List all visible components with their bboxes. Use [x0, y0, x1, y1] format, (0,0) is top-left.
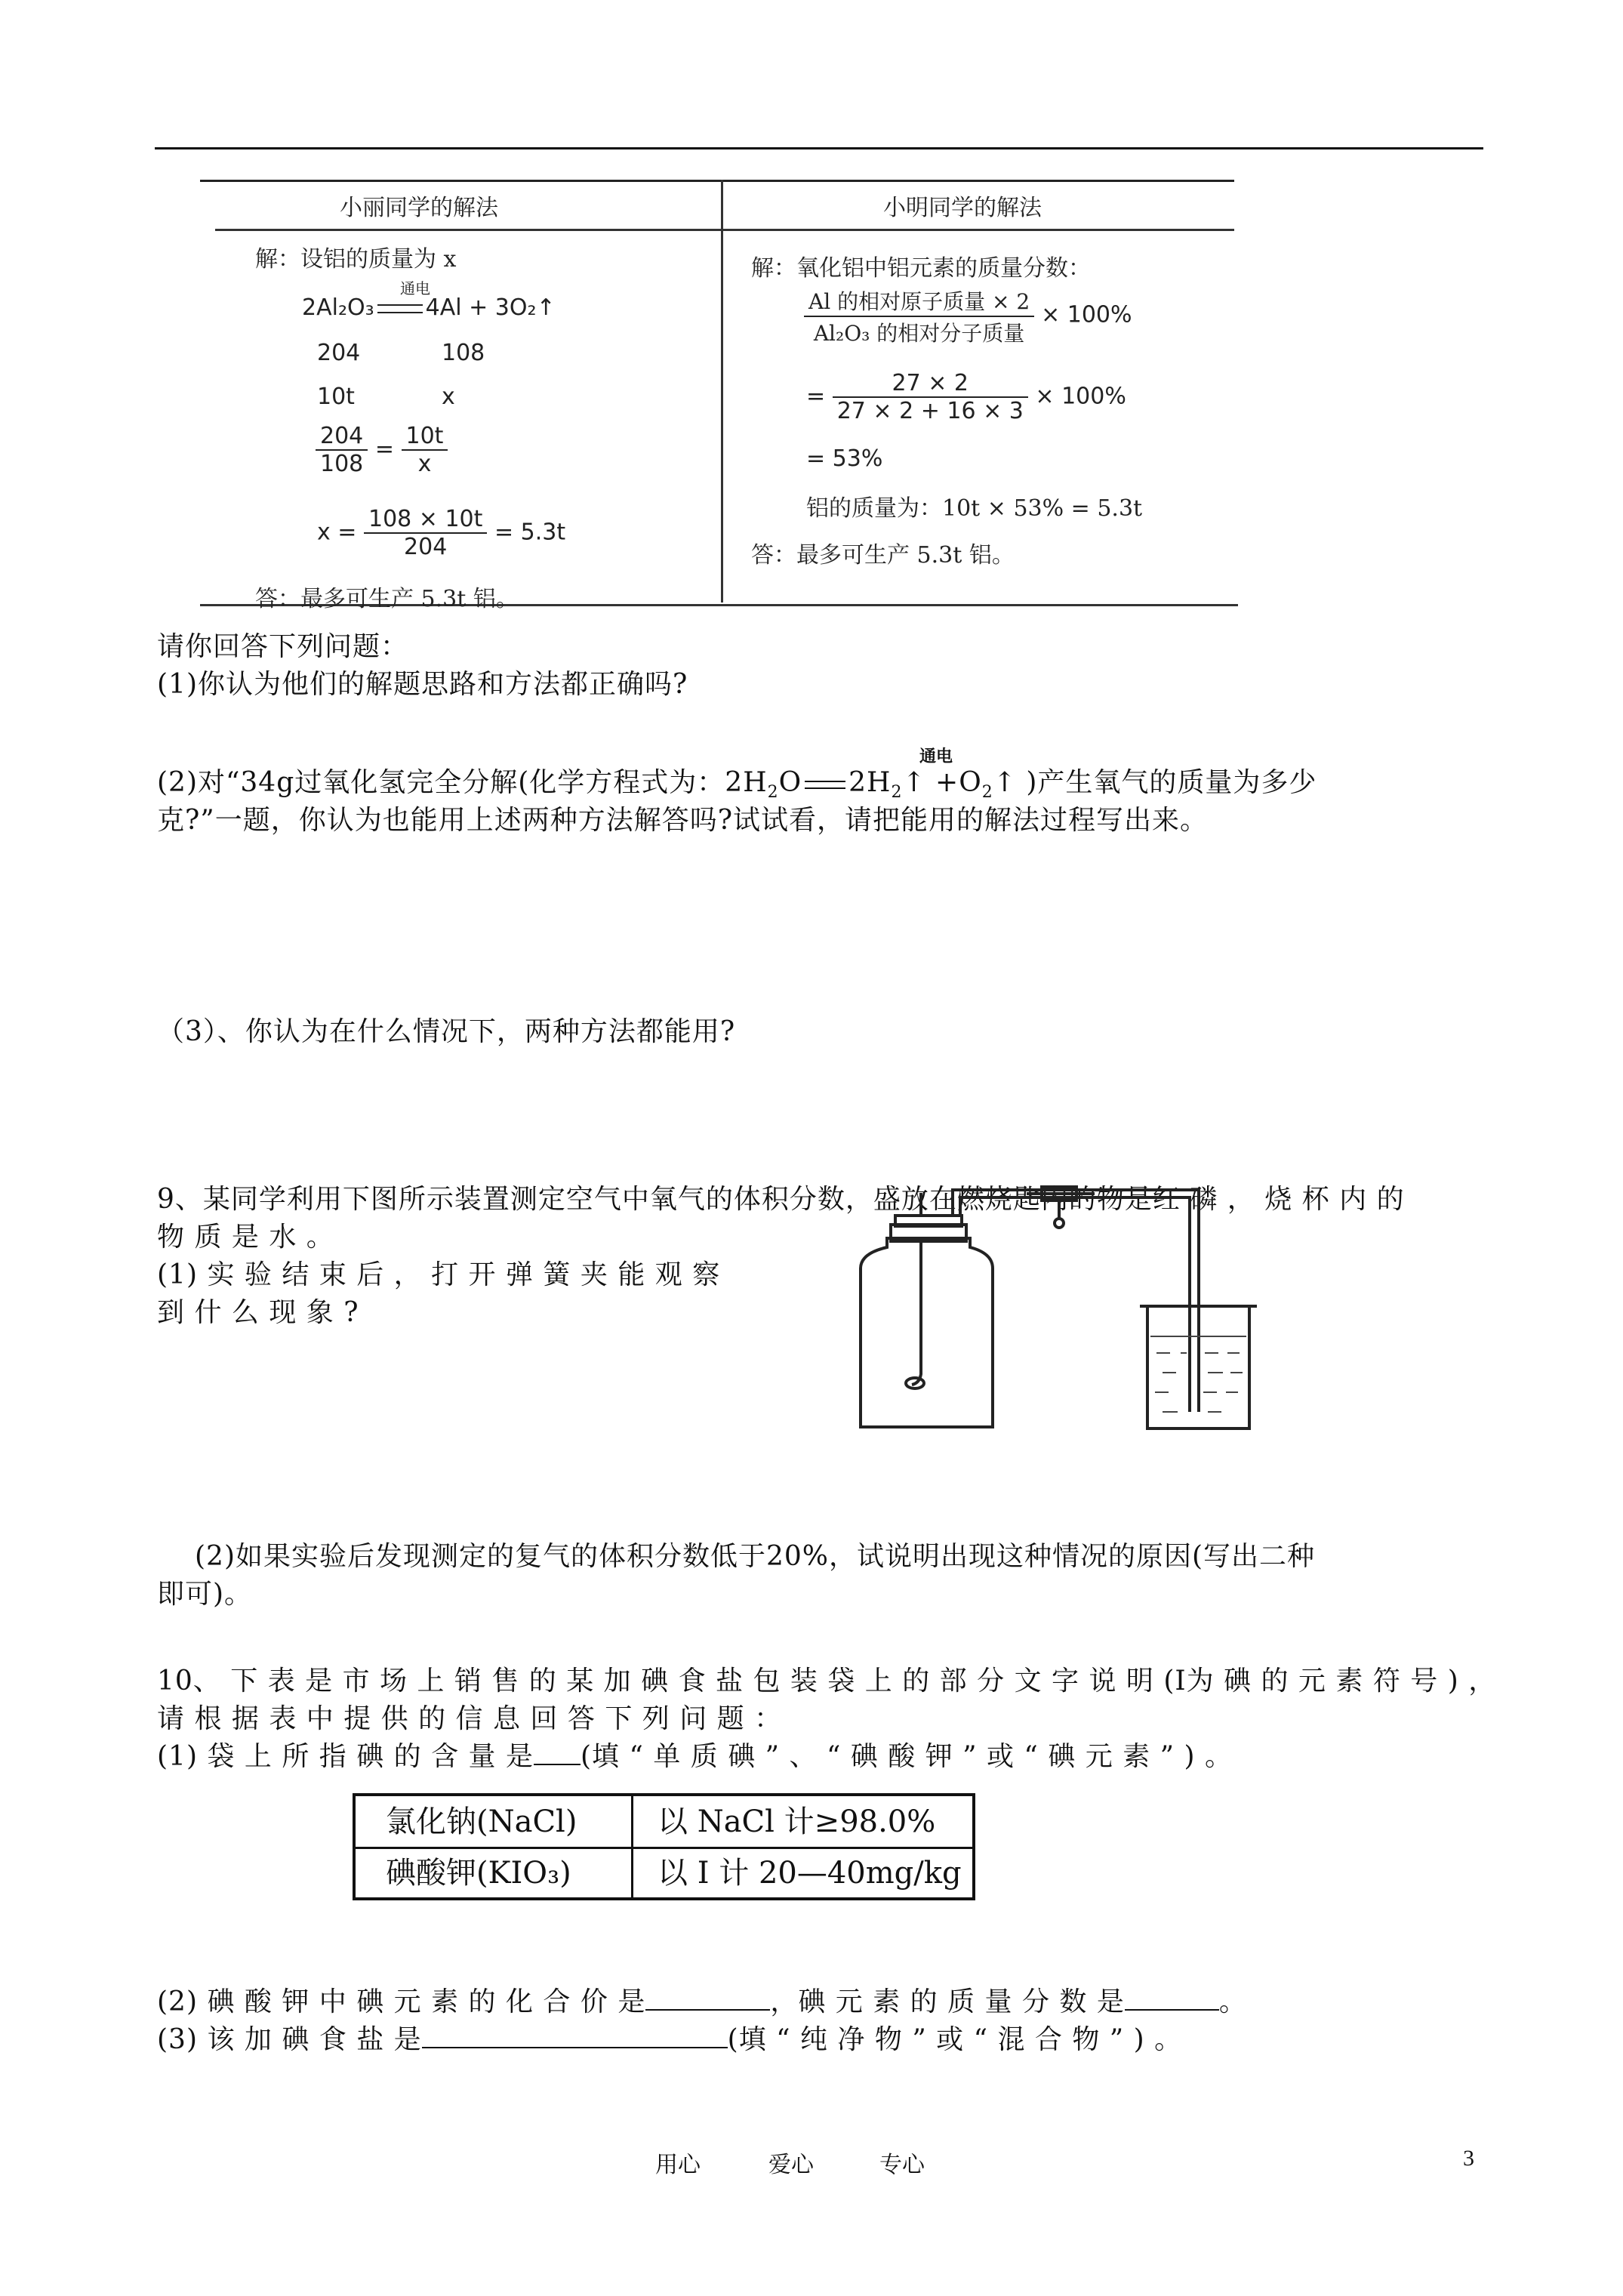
table-r2c1: 碘酸钾(KIO₃) — [386, 1856, 571, 1891]
left-eq-condition: 通电 — [400, 279, 430, 297]
left-given-10t: 10t — [317, 384, 355, 410]
page-number: 3 — [1463, 2146, 1474, 2171]
q8-intro: 请你回答下列问题： — [157, 631, 409, 662]
right-header: 小明同学的解法 — [883, 195, 1042, 221]
left-answer: 答：最多可生产 5.3t 铝。 — [255, 586, 519, 612]
right-percent: = 53% — [806, 445, 883, 472]
footer-word-1: 用心 — [655, 2152, 701, 2178]
q9-part2-line1: (2)如果实验后发现测定的复气的体积分数低于20%，试说明出现这种情况的原因(写出二种 — [195, 1541, 1316, 1572]
iodized-salt-table — [353, 1793, 975, 1900]
left-result: x = $\frac{108 \times 10t}{204}$ = 5.3t — [317, 506, 566, 560]
q9-part2-line2: 即可)。 — [157, 1579, 253, 1610]
left-header: 小丽同学的解法 — [340, 195, 498, 221]
q9-line2: 物 质 是 水 。 — [157, 1222, 334, 1253]
q8-part3: （3）、你认为在什么情况下，两种方法都能用? — [157, 1016, 736, 1047]
table-r2c2: 以 I 计 20—40mg/kg — [658, 1856, 962, 1891]
left-line-1: 解：设铝的质量为 x — [255, 246, 457, 273]
right-answer: 答：最多可生产 5.3t 铝。 — [751, 542, 1015, 569]
q10-mixture-blank[interactable] — [422, 2047, 728, 2048]
table-r1c2: 以 NaCl 计≥98.0% — [658, 1804, 936, 1839]
q9-part1-line2: 到 什 么 现 象 ? — [157, 1297, 359, 1328]
left-unknown-x: x — [442, 384, 455, 410]
right-aluminum-mass: 铝的质量为：10t × 53% = 5.3t — [806, 495, 1143, 522]
left-mass-204: 204 — [317, 340, 361, 366]
q10-valence-blank[interactable] — [645, 2009, 770, 2011]
q8-part1: (1)你认为他们的解题思路和方法都正确吗? — [157, 669, 688, 700]
right-fraction-2: = $\frac{27 \times 2}{27 \times 2 + 16 \times 3}$ × 100% — [806, 370, 1126, 424]
q10-part2: (2) 碘 酸 钾 中 碘 元 素 的 化 合 价 是 ，碘 元 素 的 质 量 分 数 是 。 — [157, 1986, 1247, 2017]
table-r1c1: 氯化钠(NaCl) — [386, 1804, 577, 1839]
left-equation: 2Al₂O₃ 4Al + 3O₂↑ — [302, 294, 556, 321]
q9-line1: 9、某同学利用下图所示装置测定空气中氧气的体积分数，盛放在燃烧匙内的物是红 磷 ， 烧 杯 内 的 — [157, 1184, 1405, 1215]
footer-word-2: 爱心 — [768, 2152, 814, 2178]
q8-part2-line2: 克?”一题，你认为也能用上述两种方法解答吗?试试看，请把能用的解法过程写出来。 — [157, 805, 1209, 836]
q10-part1-blank[interactable] — [534, 1764, 581, 1765]
q8-part2-condition: 通电 — [919, 747, 953, 766]
left-proportion: $\frac{204}{108}$ = $\frac{10t}{x}$ — [316, 423, 448, 477]
q8-part2-line1: (2)对“34g过氧化氢完全分解(化学方程式为：$2H_2O$ $2H_2↑$ $+O_2↑$ )产生氧气的质量为多少 — [157, 767, 1317, 803]
right-line-1: 解：氧化铝中铝元素的质量分数： — [751, 255, 1091, 282]
q10-line2: 请 根 据 表 中 提 供 的 信 息 回 答 下 列 问 题 ： — [157, 1703, 783, 1734]
left-mass-108: 108 — [442, 340, 485, 366]
oxygen-apparatus-diagram — [845, 1185, 1268, 1435]
q10-part1: (1) 袋 上 所 指 碘 的 含 量 是 (填 “ 单 质 碘 ” 、 “ 碘 酸 钾 ” 或 “ 碘 元 素 ” ) 。 — [157, 1741, 1233, 1772]
solution-table — [0, 0, 1623, 627]
q10-mass-fraction-blank[interactable] — [1125, 2009, 1219, 2011]
footer-word-3: 专心 — [879, 2152, 925, 2178]
right-fraction-1: $\frac{\text{Al 的相对原子质量 × 2}}{\text{Al₂O₃ 的相对分子质量}}$ × 100% — [804, 285, 1132, 347]
q10-line1: 10、 下 表 是 市 场 上 销 售 的 某 加 碘 食 盐 包 装 袋 上 的 部 分 文 字 说 明 (I为 碘 的 元 素 符 号 ) ， — [157, 1666, 1497, 1697]
q10-part3: (3) 该 加 碘 食 盐 是 (填 “ 纯 净 物 ” 或 “ 混 合 物 ” ) 。 — [157, 2024, 1183, 2055]
q9-part1-line1: (1) 实 验 结 束 后 ， 打 开 弹 簧 夹 能 观 察 — [157, 1259, 721, 1290]
